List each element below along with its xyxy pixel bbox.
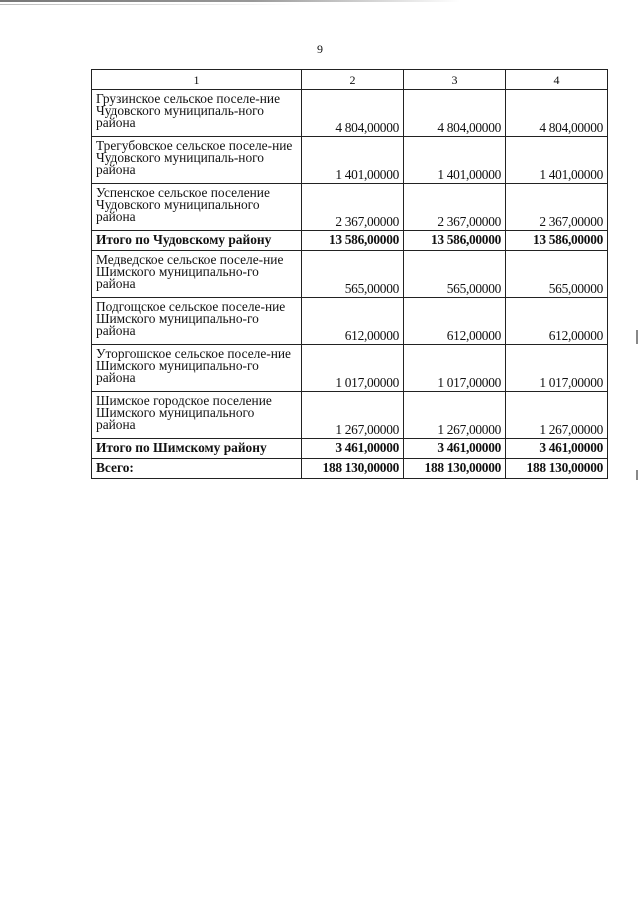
scan-artifact-top-faint — [0, 4, 300, 5]
amount-column-4: 188 130,00000 — [506, 459, 608, 479]
amount-column-4: 4 804,00000 — [506, 90, 608, 137]
column-header-3: 3 — [404, 70, 506, 90]
amount-column-2: 1 267,00000 — [302, 392, 404, 439]
settlement-name: Шимское городское поселение Шимского муниципального района — [92, 392, 302, 439]
scan-artifact-top — [0, 0, 460, 2]
amount-column-2: 1 401,00000 — [302, 137, 404, 184]
table-body — [92, 90, 608, 479]
column-header-4: 4 — [506, 70, 608, 90]
amount-column-2: 3 461,00000 — [302, 439, 404, 459]
amount-column-4: 565,00000 — [506, 251, 608, 298]
table-row — [92, 392, 608, 439]
table-row — [92, 298, 608, 345]
table-header-row — [92, 70, 608, 90]
table-row — [92, 251, 608, 298]
amount-column-4: 1 267,00000 — [506, 392, 608, 439]
column-header-1: 1 — [92, 70, 302, 90]
amount-column-3: 612,00000 — [404, 298, 506, 345]
amount-column-3: 4 804,00000 — [404, 90, 506, 137]
amount-column-2: 565,00000 — [302, 251, 404, 298]
table-row — [92, 137, 608, 184]
total-label: Всего: — [92, 459, 302, 479]
settlement-name: Подгощское сельское поселе-ние Шимского муниципально-го района — [92, 298, 302, 345]
amount-column-4: 1 401,00000 — [506, 137, 608, 184]
settlement-name: Медведское сельское поселе-ние Шимского муниципально-го района — [92, 251, 302, 298]
amount-column-3: 565,00000 — [404, 251, 506, 298]
amount-column-2: 188 130,00000 — [302, 459, 404, 479]
amount-column-3: 13 586,00000 — [404, 231, 506, 251]
amount-column-4: 2 367,00000 — [506, 184, 608, 231]
amount-column-3: 3 461,00000 — [404, 439, 506, 459]
scan-artifact-edge — [636, 330, 638, 344]
budget-allocation-table — [91, 69, 608, 479]
amount-column-3: 1 017,00000 — [404, 345, 506, 392]
amount-column-2: 612,00000 — [302, 298, 404, 345]
table-row — [92, 90, 608, 137]
amount-column-2: 1 017,00000 — [302, 345, 404, 392]
scan-artifact-edge — [636, 470, 638, 480]
settlement-name: Уторгошское сельское поселе-ние Шимского муниципально-го района — [92, 345, 302, 392]
amount-column-4: 3 461,00000 — [506, 439, 608, 459]
table-row — [92, 345, 608, 392]
amount-column-4: 13 586,00000 — [506, 231, 608, 251]
amount-column-3: 188 130,00000 — [404, 459, 506, 479]
amount-column-3: 1 401,00000 — [404, 137, 506, 184]
table-row — [92, 184, 608, 231]
total-label: Итого по Чудовскому району — [92, 231, 302, 251]
amount-column-2: 2 367,00000 — [302, 184, 404, 231]
total-row — [92, 231, 608, 251]
total-label: Итого по Шимскому району — [92, 439, 302, 459]
settlement-name: Успенское сельское поселение Чудовского муниципального района — [92, 184, 302, 231]
total-row — [92, 459, 608, 479]
amount-column-4: 612,00000 — [506, 298, 608, 345]
amount-column-2: 13 586,00000 — [302, 231, 404, 251]
settlement-name: Грузинское сельское поселе-ние Чудовского муниципаль-ного района — [92, 90, 302, 137]
amount-column-3: 1 267,00000 — [404, 392, 506, 439]
amount-column-2: 4 804,00000 — [302, 90, 404, 137]
amount-column-3: 2 367,00000 — [404, 184, 506, 231]
total-row — [92, 439, 608, 459]
page-number: 9 — [317, 42, 323, 56]
amount-column-4: 1 017,00000 — [506, 345, 608, 392]
column-header-2: 2 — [302, 70, 404, 90]
settlement-name: Трегубовское сельское поселе-ние Чудовского муниципаль-ного района — [92, 137, 302, 184]
